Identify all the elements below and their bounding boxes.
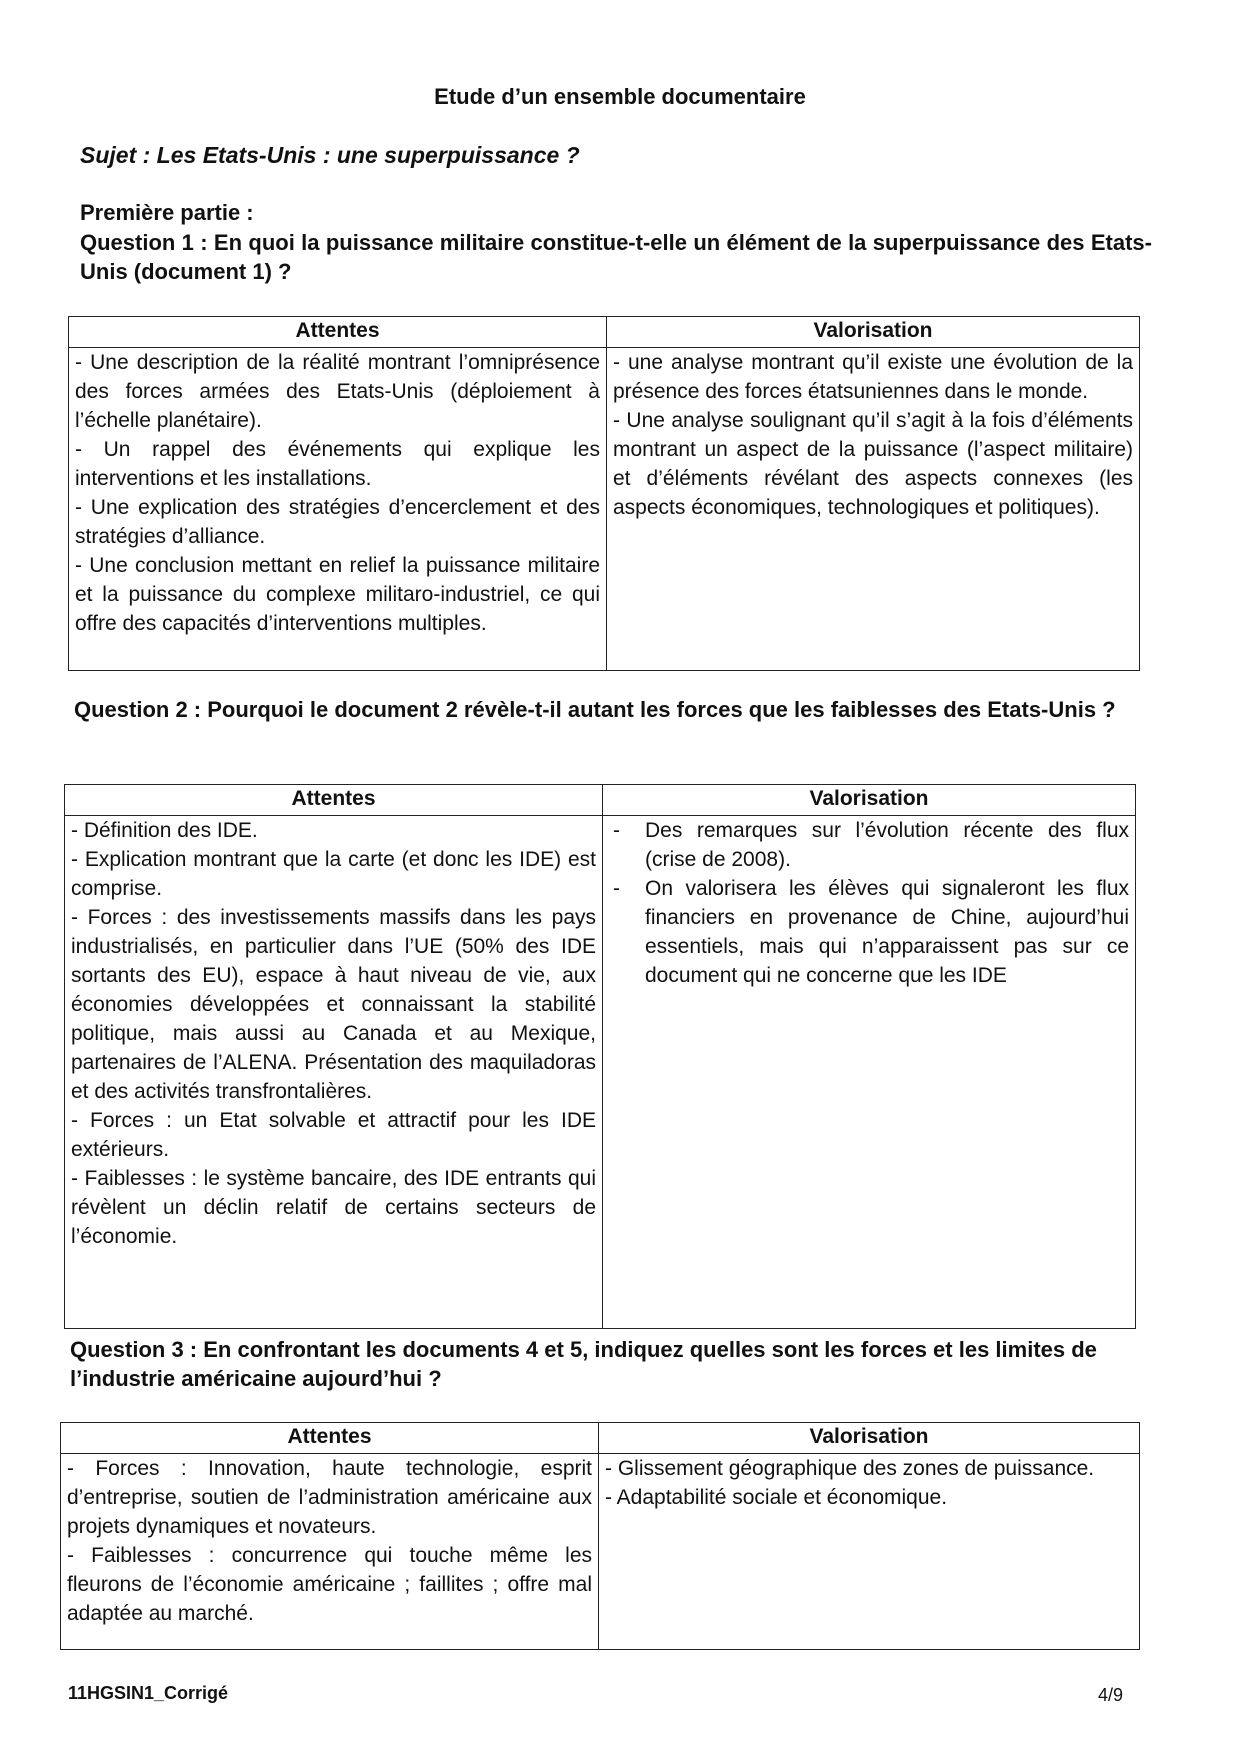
document-title: Etude d’un ensemble documentaire — [434, 84, 806, 109]
attentes-cell — [61, 1454, 599, 1650]
valorisation-item: - On valorisera les élèves qui signaleront les flux financiers en provenance de Chine, aujourd’hui essentiels, mais qui n’apparaissent pas sur ce document qui ne concerne que les IDE — [609, 874, 1129, 990]
valorisation-header: Valorisation — [607, 317, 1140, 348]
attentes-item: - Une explication des stratégies d’encerclement et des stratégies d’alliance. — [75, 496, 600, 548]
attentes-cell — [69, 348, 607, 671]
valorisation-list — [609, 816, 1129, 990]
attentes-header: Attentes — [69, 317, 607, 348]
valorisation-header: Valorisation — [599, 1423, 1140, 1454]
attentes-header: Attentes — [65, 785, 603, 816]
attentes-item: - Forces : un Etat solvable et attractif pour les IDE extérieurs. — [71, 1109, 596, 1161]
question-1-text: Question 1 : En quoi la puissance militaire constitue-t-elle un élément de la superpuissance des Etats-Unis (document 1) ? — [80, 230, 1152, 284]
valorisation-item: - Adaptabilité sociale et économique. — [605, 1486, 948, 1509]
valorisation-cell — [607, 348, 1140, 671]
question-2-text: Question 2 : Pourquoi le document 2 révèle-t-il autant les forces que les faiblesses des Etats-Unis ? — [74, 697, 1116, 722]
question-3-text: Question 3 : En confrontant les documents 4 et 5, indiquez quelles sont les forces et les limites de l’industrie américaine aujourd’hui ? — [70, 1337, 1097, 1391]
valorisation-cell — [603, 816, 1136, 1329]
valorisation-item: - Glissement géographique des zones de puissance. — [605, 1457, 1095, 1480]
part-heading: Première partie : — [80, 200, 254, 225]
attentes-item: - Faiblesses : concurrence qui touche même les fleurons de l’économie américaine ; faillites ; offre mal adaptée au marché. — [67, 1544, 592, 1625]
question-3-table — [60, 1422, 1140, 1650]
valorisation-item: - Une analyse soulignant qu’il s’agit à la fois d’éléments montrant un aspect de la puissance (l’aspect militaire) et d’éléments révélant des aspects connexes (les aspects économiques, technologiques et politiques). — [613, 409, 1133, 519]
question-2-table — [64, 784, 1136, 1329]
attentes-item: - Une conclusion mettant en relief la puissance militaire et la puissance du complexe militaro-industriel, ce qui offre des capacités d’interventions multiples. — [75, 554, 600, 635]
attentes-item: - Forces : Innovation, haute technologie, esprit d’entreprise, soutien de l’administration américaine aux projets dynamiques et novateurs. — [67, 1457, 592, 1538]
footer-document-code: 11HGSIN1_Corrigé — [68, 1683, 229, 1703]
document-subject: Sujet : Les Etats-Unis : une superpuissance ? — [80, 142, 580, 168]
question-1-table — [68, 316, 1140, 671]
attentes-cell — [65, 816, 603, 1329]
attentes-item: - Définition des IDE. — [71, 819, 258, 842]
footer-page-number: 4/9 — [1098, 1685, 1124, 1705]
valorisation-item: - Des remarques sur l’évolution récente des flux (crise de 2008). — [609, 816, 1129, 874]
attentes-item: - Faiblesses : le système bancaire, des IDE entrants qui révèlent un déclin relatif de certains secteurs de l’économie. — [71, 1167, 596, 1248]
attentes-item: - Un rappel des événements qui explique les interventions et les installations. — [75, 438, 600, 490]
attentes-item: - Forces : des investissements massifs dans les pays industrialisés, en particulier dans l’UE (50% des IDE sortants des EU), espace à haut niveau de vie, aux économies développées et connaissant la stabilité politique, mais aussi au Canada et au Mexique, partenaires de l’ALENA. Présentation des maquiladoras et des activités transfrontalières. — [71, 906, 596, 1103]
valorisation-item: - une analyse montrant qu’il existe une évolution de la présence des forces étatsuniennes dans le monde. — [613, 351, 1133, 403]
valorisation-cell — [599, 1454, 1140, 1650]
attentes-header: Attentes — [61, 1423, 599, 1454]
attentes-item: - Explication montrant que la carte (et donc les IDE) est comprise. — [71, 848, 596, 900]
attentes-item: - Une description de la réalité montrant l’omniprésence des forces armées des Etats-Unis (déploiement à l’échelle planétaire). — [75, 351, 600, 432]
valorisation-header: Valorisation — [603, 785, 1136, 816]
